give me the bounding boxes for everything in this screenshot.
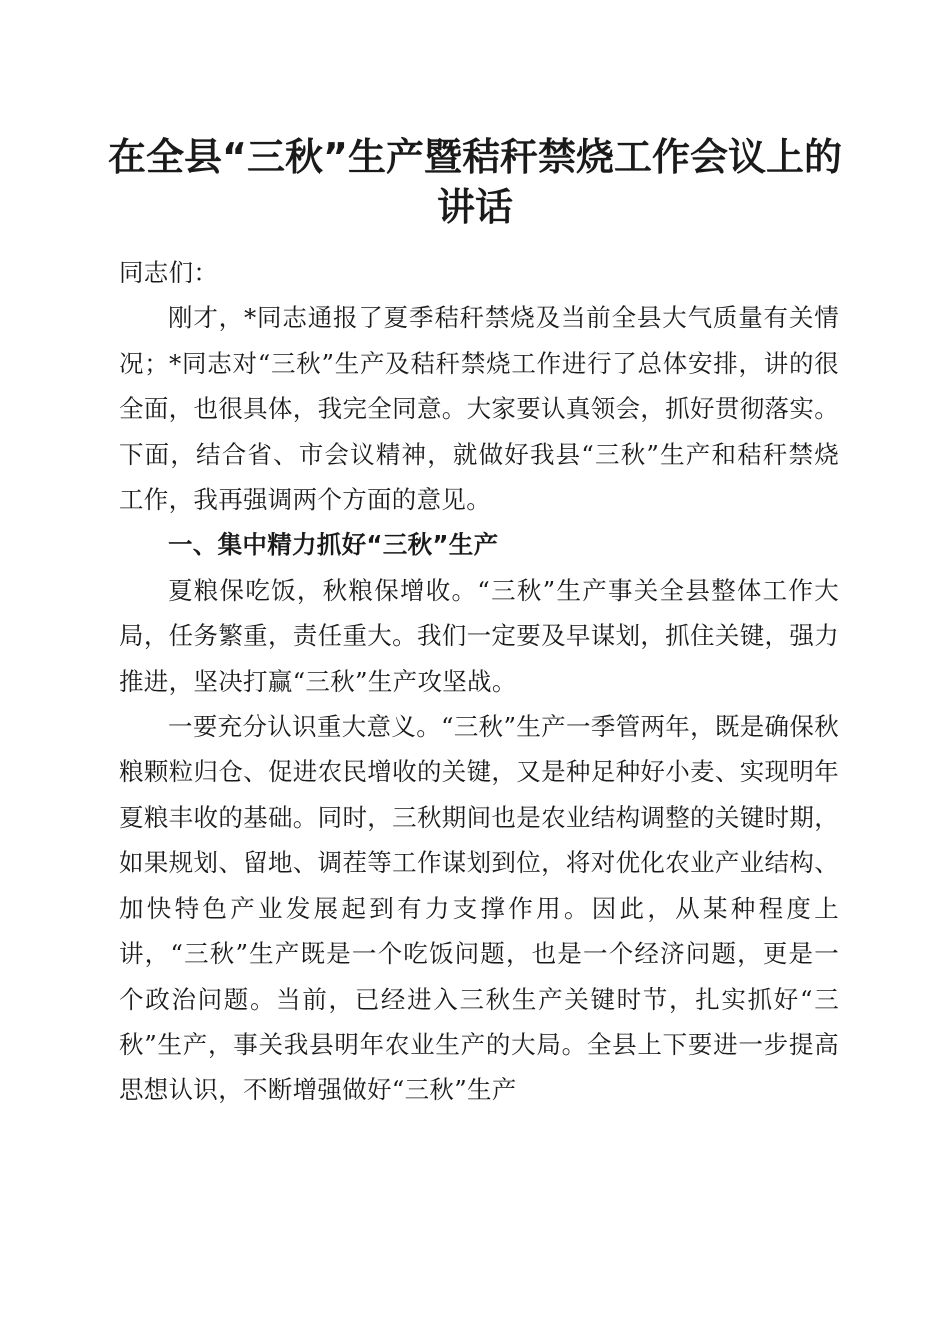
paragraph-significance: 一要充分认识重大意义。“三秋”生产一季管两年，既是确保秋粮颗粒归仓、促进农民增收的关键，又是种足种好小麦、实现明年夏粮丰收的基础。同时，三秋期间也是农业结构调整的关键时期，如果规划、留地、调茬等工作谋划到位，将对优化农业产业结构、加快特色产业发展起到有力支撑作用。因此，从某种程度上讲，“三秋”生产既是一个吃饭问题，也是一个经济问题，更是一个政治问题。当前，已经进入三秋生产关键时节，扎实抓好“三秋”生产，事关我县明年农业生产的大局。全县上下要进一步提高思想认识，不断增强做好“三秋”生产 (119, 712, 840, 1105)
document-title: 在全县“三秋”生产暨秸秆禁烧工作会议上的讲话 (108, 135, 842, 229)
paragraph-intro: 刚才，*同志通报了夏季秸秆禁烧及当前全县大气质量有关情况；*同志对“三秋”生产及秸秆禁烧工作进行了总体安排，讲的很全面，也很具体，我完全同意。大家要认真领会，抓好贯彻落实。下面，结合省、市会议精神，就做好我县“三秋”生产和秸秆禁烧工作，我再强调两个方面的意见。 (119, 303, 839, 515)
document-body (119, 250, 839, 1113)
section-heading: 一、集中精力抓好“三秋”生产 (168, 530, 499, 560)
paragraph-overview: 夏粮保吃饭，秋粮保增收。“三秋”生产事关全县整体工作大局，任务繁重，责任重大。我们一定要及早谋划，抓住关键，强力推进，坚决打赢“三秋”生产攻坚战。 (119, 575, 839, 696)
salutation: 同志们： (119, 258, 219, 287)
